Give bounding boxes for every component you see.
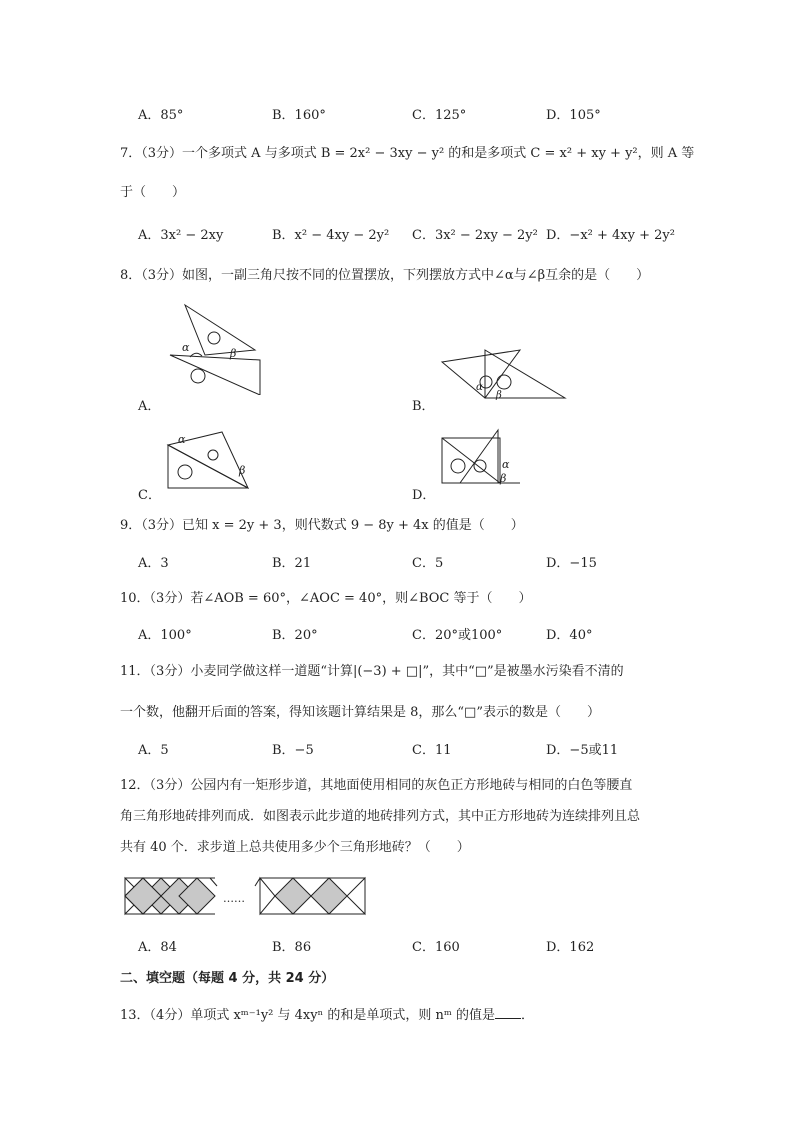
q7-option-a: A．3x² − 2xy [138,228,224,243]
q6-option-a: A．85° [138,108,184,123]
q8-figure-d [440,428,525,488]
svg-text:α: α [476,382,483,393]
q12-option-d: D．162 [546,940,595,955]
svg-text:β: β [230,347,237,360]
q13-stem-text: 13．（4分）单项式 xᵐ⁻¹y² 与 4xyⁿ 的和是单项式，则 nᵐ 的值是 [120,1008,495,1023]
q7-option-c: C．3x² − 2xy − 2y² [412,228,538,243]
q12-stem-line2: 角三角形地砖排列而成．如图表示此步道的地砖排列方式，其中正方形地砖为连续排列且总 [120,809,641,824]
q10-option-c: C．20°或100° [412,628,503,643]
q8-stem: 8．（3分）如图，一副三角尺按不同的位置摆放，下列摆放方式中∠α与∠β互余的是（ ） [120,268,650,283]
q12-stem-line1: 12．（3分）公园内有一矩形步道，其地面使用相同的灰色正方形地砖与相同的白色等腰直 [120,778,633,793]
svg-text:β: β [239,464,246,477]
q12-tile-figure [120,876,370,916]
q9-stem: 9．（3分）已知 x = 2y + 3，则代数式 9 − 8y + 4x 的值是（ ） [120,518,524,533]
q6-option-d: D．105° [546,108,601,123]
q9-option-b: B．21 [272,556,312,571]
q13-stem [120,1004,534,1023]
q8-figure-b [440,348,570,400]
svg-text:α: α [502,458,510,471]
q7-stem-line1: 7．（3分）一个多项式 A 与多项式 B = 2x² − 3xy − y² 的和是多项式 C = x² + xy + y²，则 A 等 [120,146,695,161]
q7-option-d: D．−x² + 4xy + 2y² [546,228,675,243]
svg-text:α: α [178,433,186,446]
q10-option-b: B．20° [272,628,318,643]
svg-text:β: β [500,472,507,485]
q6-option-c: C．125° [412,108,467,123]
q12-option-b: B．86 [272,940,312,955]
q11-option-b: B．−5 [272,743,314,758]
q11-option-c: C．11 [412,743,452,758]
q10-option-a: A．100° [138,628,192,643]
q12-option-a: A．84 [138,940,177,955]
q9-option-d: D．−15 [546,556,597,571]
q13-stem-end: ． [520,1008,534,1023]
q11-stem-line1: 11．（3分）小麦同学做这样一道题“计算|(−3) + □|”，其中“□”是被墨水污染看不清的 [120,664,624,679]
q12-option-c: C．160 [412,940,460,955]
q8-option-a-letter: A． [138,399,161,414]
svg-text:……: …… [223,892,245,905]
svg-text:α: α [182,341,190,354]
q11-option-a: A．5 [138,743,169,758]
q6-option-b: B．160° [272,108,326,123]
svg-text:β: β [496,390,502,400]
q13-answer-blank [495,1007,521,1019]
q8-option-d-letter: D． [412,488,436,503]
section-2-title: 二、填空题（每题 4 分，共 24 分） [120,971,335,986]
q11-stem-line2: 一个数，他翻开后面的答案，得知该题计算结果是 8，那么“□”表示的数是（ ） [120,705,600,720]
q9-option-a: A．3 [138,556,169,571]
q8-option-c-letter: C． [138,488,161,503]
q7-stem-line2: 于（ ） [120,185,186,200]
q10-stem: 10．（3分）若∠AOB = 60°，∠AOC = 40°，则∠BOC 等于（ ） [120,591,532,606]
q11-option-d: D．−5或11 [546,743,619,758]
q7-option-b: B．x² − 4xy − 2y² [272,228,390,243]
q10-option-d: D．40° [546,628,593,643]
q8-option-b-letter: B． [412,399,435,414]
q9-option-c: C．5 [412,556,444,571]
q8-figure-c [160,430,255,490]
q12-stem-line3: 共有 40 个．求步道上总共使用多少个三角形地砖？（ ） [120,840,470,855]
q8-figure-a [160,300,270,395]
